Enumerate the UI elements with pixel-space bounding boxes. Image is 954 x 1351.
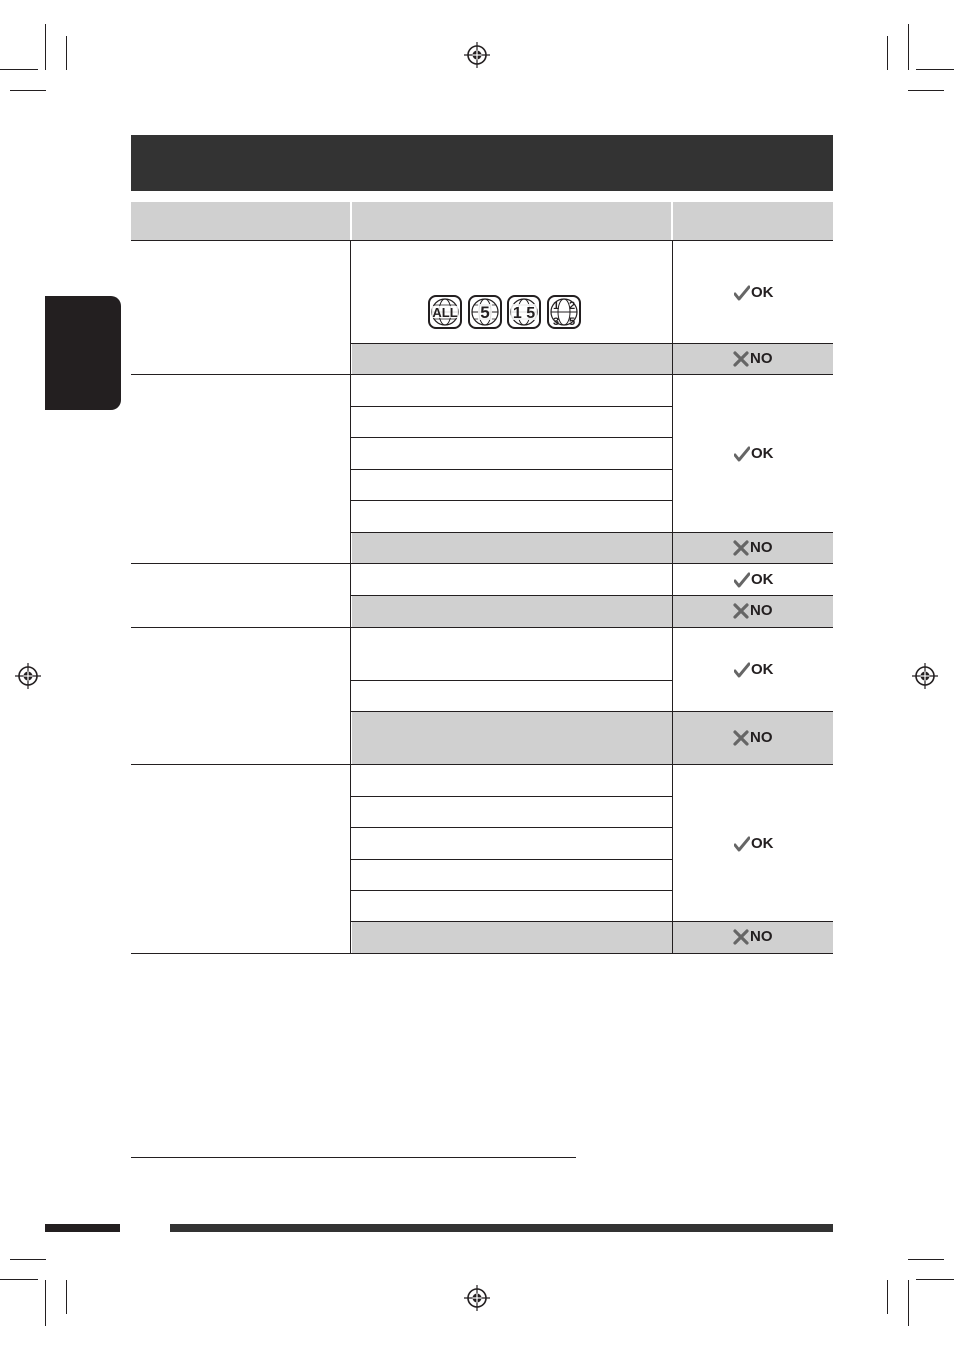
svg-text:1 5: 1 5: [512, 305, 536, 322]
registration-mark-icon: [912, 663, 938, 689]
checkmark-icon: [734, 662, 750, 678]
checkmark-icon: [734, 836, 750, 852]
page-number-bar: [45, 1224, 120, 1232]
checkmark-icon: [734, 285, 750, 301]
registration-mark-icon: [464, 42, 490, 68]
no-mark: NO: [733, 729, 773, 746]
language-side-tab: [45, 296, 121, 410]
globe-region-1-2-3-5-icon: [547, 295, 581, 329]
checkmark-icon: [734, 446, 750, 462]
footnote-divider: [131, 1157, 576, 1158]
svg-text:1: 1: [552, 300, 560, 312]
registration-mark-icon: [15, 663, 41, 689]
table-header-cell: [352, 202, 671, 240]
cross-icon: [733, 351, 749, 367]
cross-icon: [733, 603, 749, 619]
globe-region-5-icon: [468, 295, 502, 329]
no-mark: NO: [733, 539, 773, 556]
svg-text:3: 3: [552, 316, 560, 328]
globe-region-all-icon: [428, 295, 462, 329]
svg-text:2: 2: [568, 300, 576, 312]
svg-text:5: 5: [480, 303, 490, 322]
no-mark: NO: [733, 350, 773, 367]
svg-text:5: 5: [568, 316, 576, 328]
table-header-cell: [131, 202, 350, 240]
no-mark: NO: [733, 928, 773, 945]
globe-region-1-5-icon: [507, 295, 541, 329]
cross-icon: [733, 730, 749, 746]
ok-mark: OK: [734, 445, 774, 462]
ok-mark: OK: [734, 835, 774, 852]
checkmark-icon: [734, 572, 750, 588]
cross-icon: [733, 929, 749, 945]
ok-mark: OK: [734, 284, 774, 301]
cross-icon: [733, 540, 749, 556]
page-footer-bar: [170, 1224, 833, 1232]
ok-mark: OK: [734, 571, 774, 588]
svg-text:ALL: ALL: [432, 305, 458, 320]
page-header-bar: [131, 135, 833, 191]
registration-mark-icon: [464, 1285, 490, 1311]
ok-mark: OK: [734, 661, 774, 678]
table-header-cell: [673, 202, 833, 240]
no-mark: NO: [733, 602, 773, 619]
